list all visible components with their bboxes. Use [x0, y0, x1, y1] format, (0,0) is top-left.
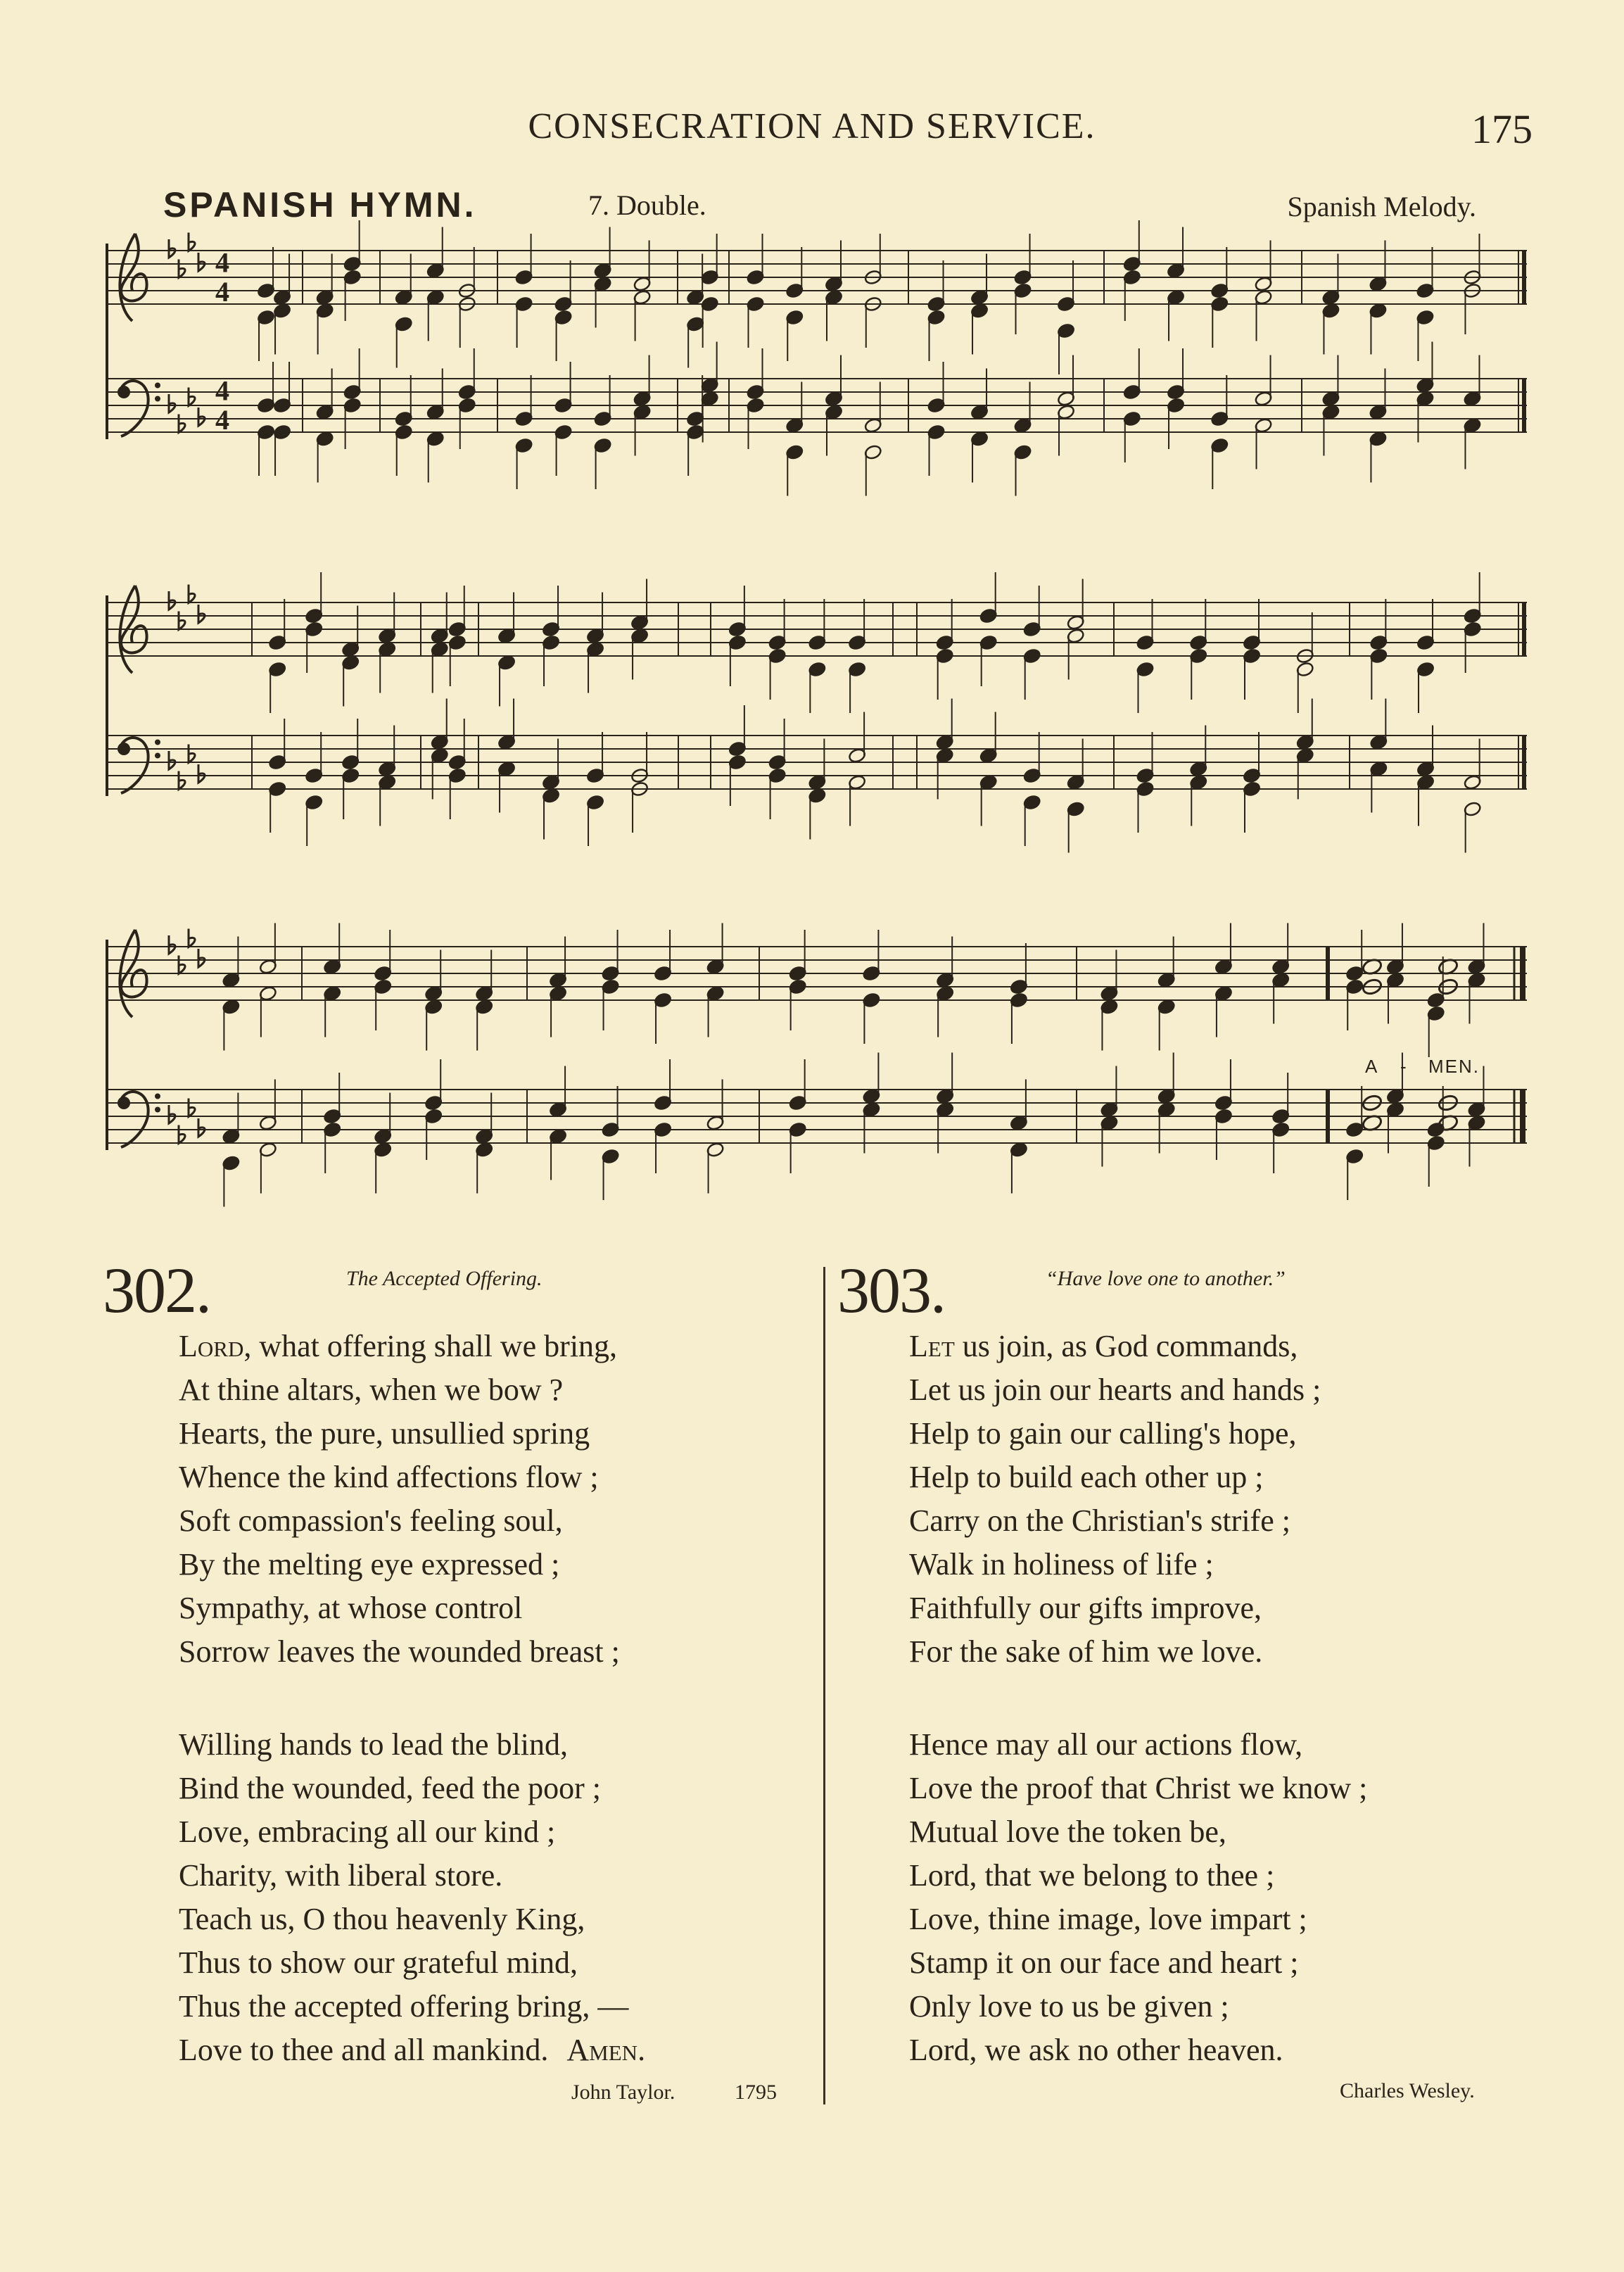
- line-text: Love, embracing all our kind ;: [179, 1815, 556, 1849]
- verse-line: [179, 1586, 645, 1630]
- hymn-302-text: [179, 1325, 645, 2072]
- stanza: [909, 1723, 1367, 2072]
- stanza: [179, 1325, 645, 1674]
- verse-line: [179, 1723, 645, 1767]
- verse-line: [909, 1985, 1367, 2028]
- time-signature-bottom: 4: [215, 404, 229, 436]
- line-text: Sorrow leaves the wounded breast ;: [179, 1634, 620, 1669]
- bass-clef-icon: [118, 1097, 130, 1109]
- flat-sign-icon: [169, 239, 175, 258]
- flat-sign-icon: [179, 612, 185, 630]
- line-text: Sympathy, at whose control: [179, 1591, 523, 1625]
- flat-sign-icon: [169, 591, 175, 610]
- flat-sign-icon: [169, 935, 175, 954]
- line-text: Thus to show our grateful mind,: [179, 1945, 578, 1980]
- verse-line: [179, 1325, 645, 1368]
- flat-sign-icon: [179, 1125, 185, 1144]
- bass-clef-dot: [155, 396, 160, 402]
- flat-sign-icon: [198, 605, 205, 623]
- verse-line: [909, 1325, 1367, 1368]
- verse-line: [909, 1630, 1367, 1674]
- line-text: Help to gain our calling's hope,: [909, 1416, 1297, 1451]
- hymn-number: 303.: [837, 1254, 945, 1326]
- bass-clef-dot: [155, 1094, 160, 1099]
- verse-line: [909, 1543, 1367, 1586]
- flat-sign-icon: [179, 956, 185, 974]
- verse-line: [179, 2028, 645, 2072]
- flat-sign-icon: [179, 260, 185, 278]
- hymn-year: 1795: [735, 2081, 777, 2104]
- line-text: Lord, we ask no other heaven.: [909, 2033, 1283, 2067]
- flat-sign-icon: [198, 1118, 205, 1137]
- flat-sign-icon: [169, 394, 175, 412]
- hymn-subtitle: The Accepted Offering.: [346, 1267, 543, 1290]
- line-text: Love to thee and all mankind.: [179, 2033, 549, 2067]
- flat-sign-icon: [198, 949, 205, 967]
- verse-line: [179, 1941, 645, 1985]
- stanza: [909, 1325, 1367, 1674]
- first-word: Let: [909, 1329, 955, 1363]
- verse-line: [179, 1456, 645, 1499]
- flat-sign-icon: [179, 415, 185, 433]
- first-word: Lord,: [179, 1329, 252, 1363]
- line-text: us join, as God commands,: [954, 1329, 1298, 1363]
- bass-clef-icon: [118, 386, 130, 398]
- time-signature-bottom: 4: [215, 276, 229, 308]
- flat-sign-icon: [189, 585, 195, 603]
- hymn-number: 302.: [103, 1254, 210, 1326]
- amen-syllable-1: A: [1365, 1056, 1379, 1077]
- line-text: Hence may all our actions flow,: [909, 1727, 1303, 1762]
- flat-sign-icon: [189, 929, 195, 947]
- line-text: Mutual love the token be,: [909, 1815, 1226, 1849]
- line-text: Teach us, O thou heavenly King,: [179, 1902, 585, 1936]
- verse-line: [909, 1586, 1367, 1630]
- verse-line: [179, 1368, 645, 1412]
- line-text: At thine altars, when we bow ?: [179, 1372, 564, 1407]
- flat-sign-icon: [179, 771, 185, 790]
- line-text: Help to build each other up ;: [909, 1460, 1264, 1494]
- hymn-303-text: [909, 1325, 1367, 2072]
- amen-word: Amen.: [566, 2033, 646, 2067]
- line-text: Willing hands to lead the blind,: [179, 1727, 569, 1762]
- verse-line: [909, 1810, 1367, 1854]
- verse-line: [179, 1898, 645, 1941]
- verse-line: [909, 1412, 1367, 1456]
- line-text: Soft compassion's feeling soul,: [179, 1503, 563, 1538]
- tune-composer: Spanish Melody.: [1287, 191, 1476, 222]
- line-text: Love, thine image, love impart ;: [909, 1902, 1307, 1936]
- line-text: Only love to us be given ;: [909, 1989, 1229, 2024]
- verse-line: [179, 1412, 645, 1456]
- bass-clef-dot: [155, 753, 160, 759]
- running-title: CONSECRATION AND SERVICE.: [528, 106, 1096, 146]
- line-text: Charity, with liberal store.: [179, 1858, 503, 1893]
- flat-sign-icon: [198, 764, 205, 783]
- line-text: Stamp it on our face and heart ;: [909, 1945, 1299, 1980]
- line-text: By the melting eye expressed ;: [179, 1547, 560, 1582]
- line-text: Lord, that we belong to thee ;: [909, 1858, 1275, 1893]
- flat-sign-icon: [198, 408, 205, 426]
- bass-clef-dot: [155, 740, 160, 745]
- bass-clef-icon: [118, 743, 130, 755]
- line-text: Thus the accepted offering bring, —: [179, 1989, 629, 2024]
- line-text: Bind the wounded, feed the poor ;: [179, 1771, 601, 1805]
- verse-line: [179, 1499, 645, 1543]
- time-signature-top: 4: [215, 374, 229, 407]
- line-text: Hearts, the pure, unsullied spring: [179, 1416, 590, 1451]
- flat-sign-icon: [189, 745, 195, 763]
- tune-title: SPANISH HYMN.: [163, 185, 477, 225]
- flat-sign-icon: [169, 751, 175, 769]
- verse-line: [909, 1499, 1367, 1543]
- line-text: Whence the kind affections flow ;: [179, 1460, 599, 1494]
- line-text: Walk in holiness of life ;: [909, 1547, 1214, 1582]
- stanza: [179, 1723, 645, 2072]
- verse-line: [909, 2028, 1367, 2072]
- verse-line: [909, 1723, 1367, 1767]
- verse-line: [179, 1985, 645, 2028]
- verse-line: [179, 1543, 645, 1586]
- verse-line: [179, 1630, 645, 1674]
- line-text: what offering shall we bring,: [251, 1329, 618, 1363]
- amen-hyphen: -: [1400, 1056, 1408, 1077]
- bass-clef-dot: [155, 1107, 160, 1113]
- line-text: Faithfully our gifts improve,: [909, 1591, 1262, 1625]
- flat-sign-icon: [169, 1105, 175, 1123]
- flat-sign-icon: [189, 388, 195, 406]
- page-number: 175: [1471, 106, 1533, 152]
- verse-line: [179, 1767, 645, 1810]
- amen-syllable-2: MEN.: [1428, 1056, 1480, 1077]
- bass-clef-dot: [155, 383, 160, 389]
- verse-line: [909, 1456, 1367, 1499]
- line-text: Let us join our hearts and hands ;: [909, 1372, 1321, 1407]
- verse-line: [909, 1941, 1367, 1985]
- line-text: Carry on the Christian's strife ;: [909, 1503, 1290, 1538]
- line-text: For the sake of him we love.: [909, 1634, 1263, 1669]
- flat-sign-icon: [189, 233, 195, 251]
- tune-meter: 7. Double.: [588, 189, 706, 221]
- verse-line: [909, 1854, 1367, 1898]
- line-text: Love the proof that Christ we know ;: [909, 1771, 1368, 1805]
- flat-sign-icon: [189, 1099, 195, 1117]
- verse-line: [909, 1368, 1367, 1412]
- column-divider: [823, 1267, 825, 2104]
- time-signature-top: 4: [215, 246, 229, 279]
- verse-line: [179, 1854, 645, 1898]
- hymn-author: Charles Wesley.: [1340, 2079, 1475, 2102]
- verse-line: [909, 1767, 1367, 1810]
- hymn-author: John Taylor.: [571, 2081, 675, 2104]
- hymn-subtitle: “Have love one to another.”: [1046, 1267, 1286, 1290]
- verse-line: [179, 1810, 645, 1854]
- flat-sign-icon: [198, 253, 205, 271]
- verse-line: [909, 1898, 1367, 1941]
